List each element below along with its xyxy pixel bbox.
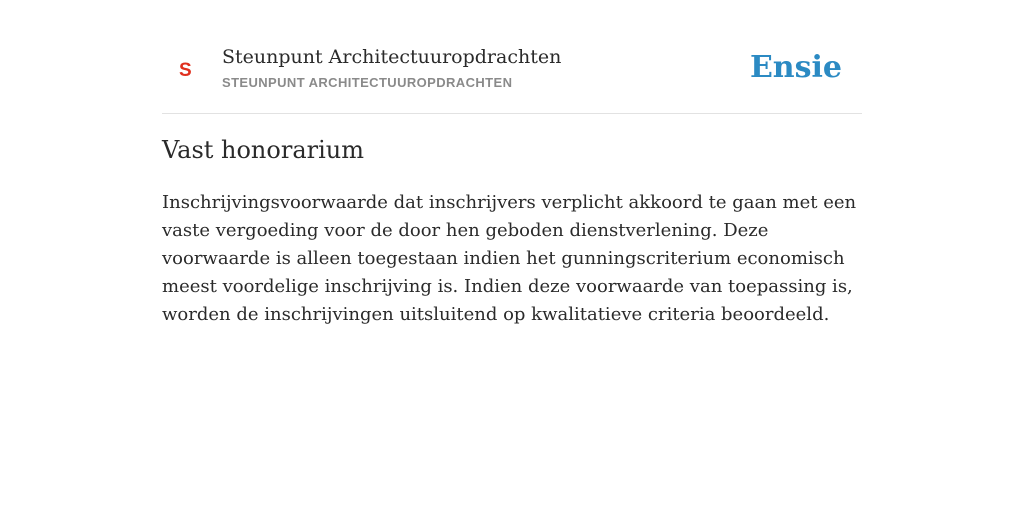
organization-subtitle: STEUNPUNT ARCHITECTUUROPDRACHTEN [222,75,513,90]
organization-title[interactable]: Steunpunt Architectuuropdrachten [222,46,562,68]
ensie-brand-logo[interactable]: Ensie [749,50,842,85]
page-title: Vast honorarium [162,136,364,164]
organization-logo[interactable]: S [179,60,192,81]
definition-text: Inschrijvingsvoorwaarde dat inschrijvers verplicht akkoord te gaan met een vaste vergoeding voor de door hen geboden dienstverlening. Deze voorwaarde is alleen toegestaan indien het gunningscriterium economisch meest voordelige inschrijving is. Indien deze voorwaarde van toepassing is, worden de inschrijvingen uitsluitend op kwalitatieve criteria beoordeeld. [162,192,857,325]
site-header [162,40,862,114]
